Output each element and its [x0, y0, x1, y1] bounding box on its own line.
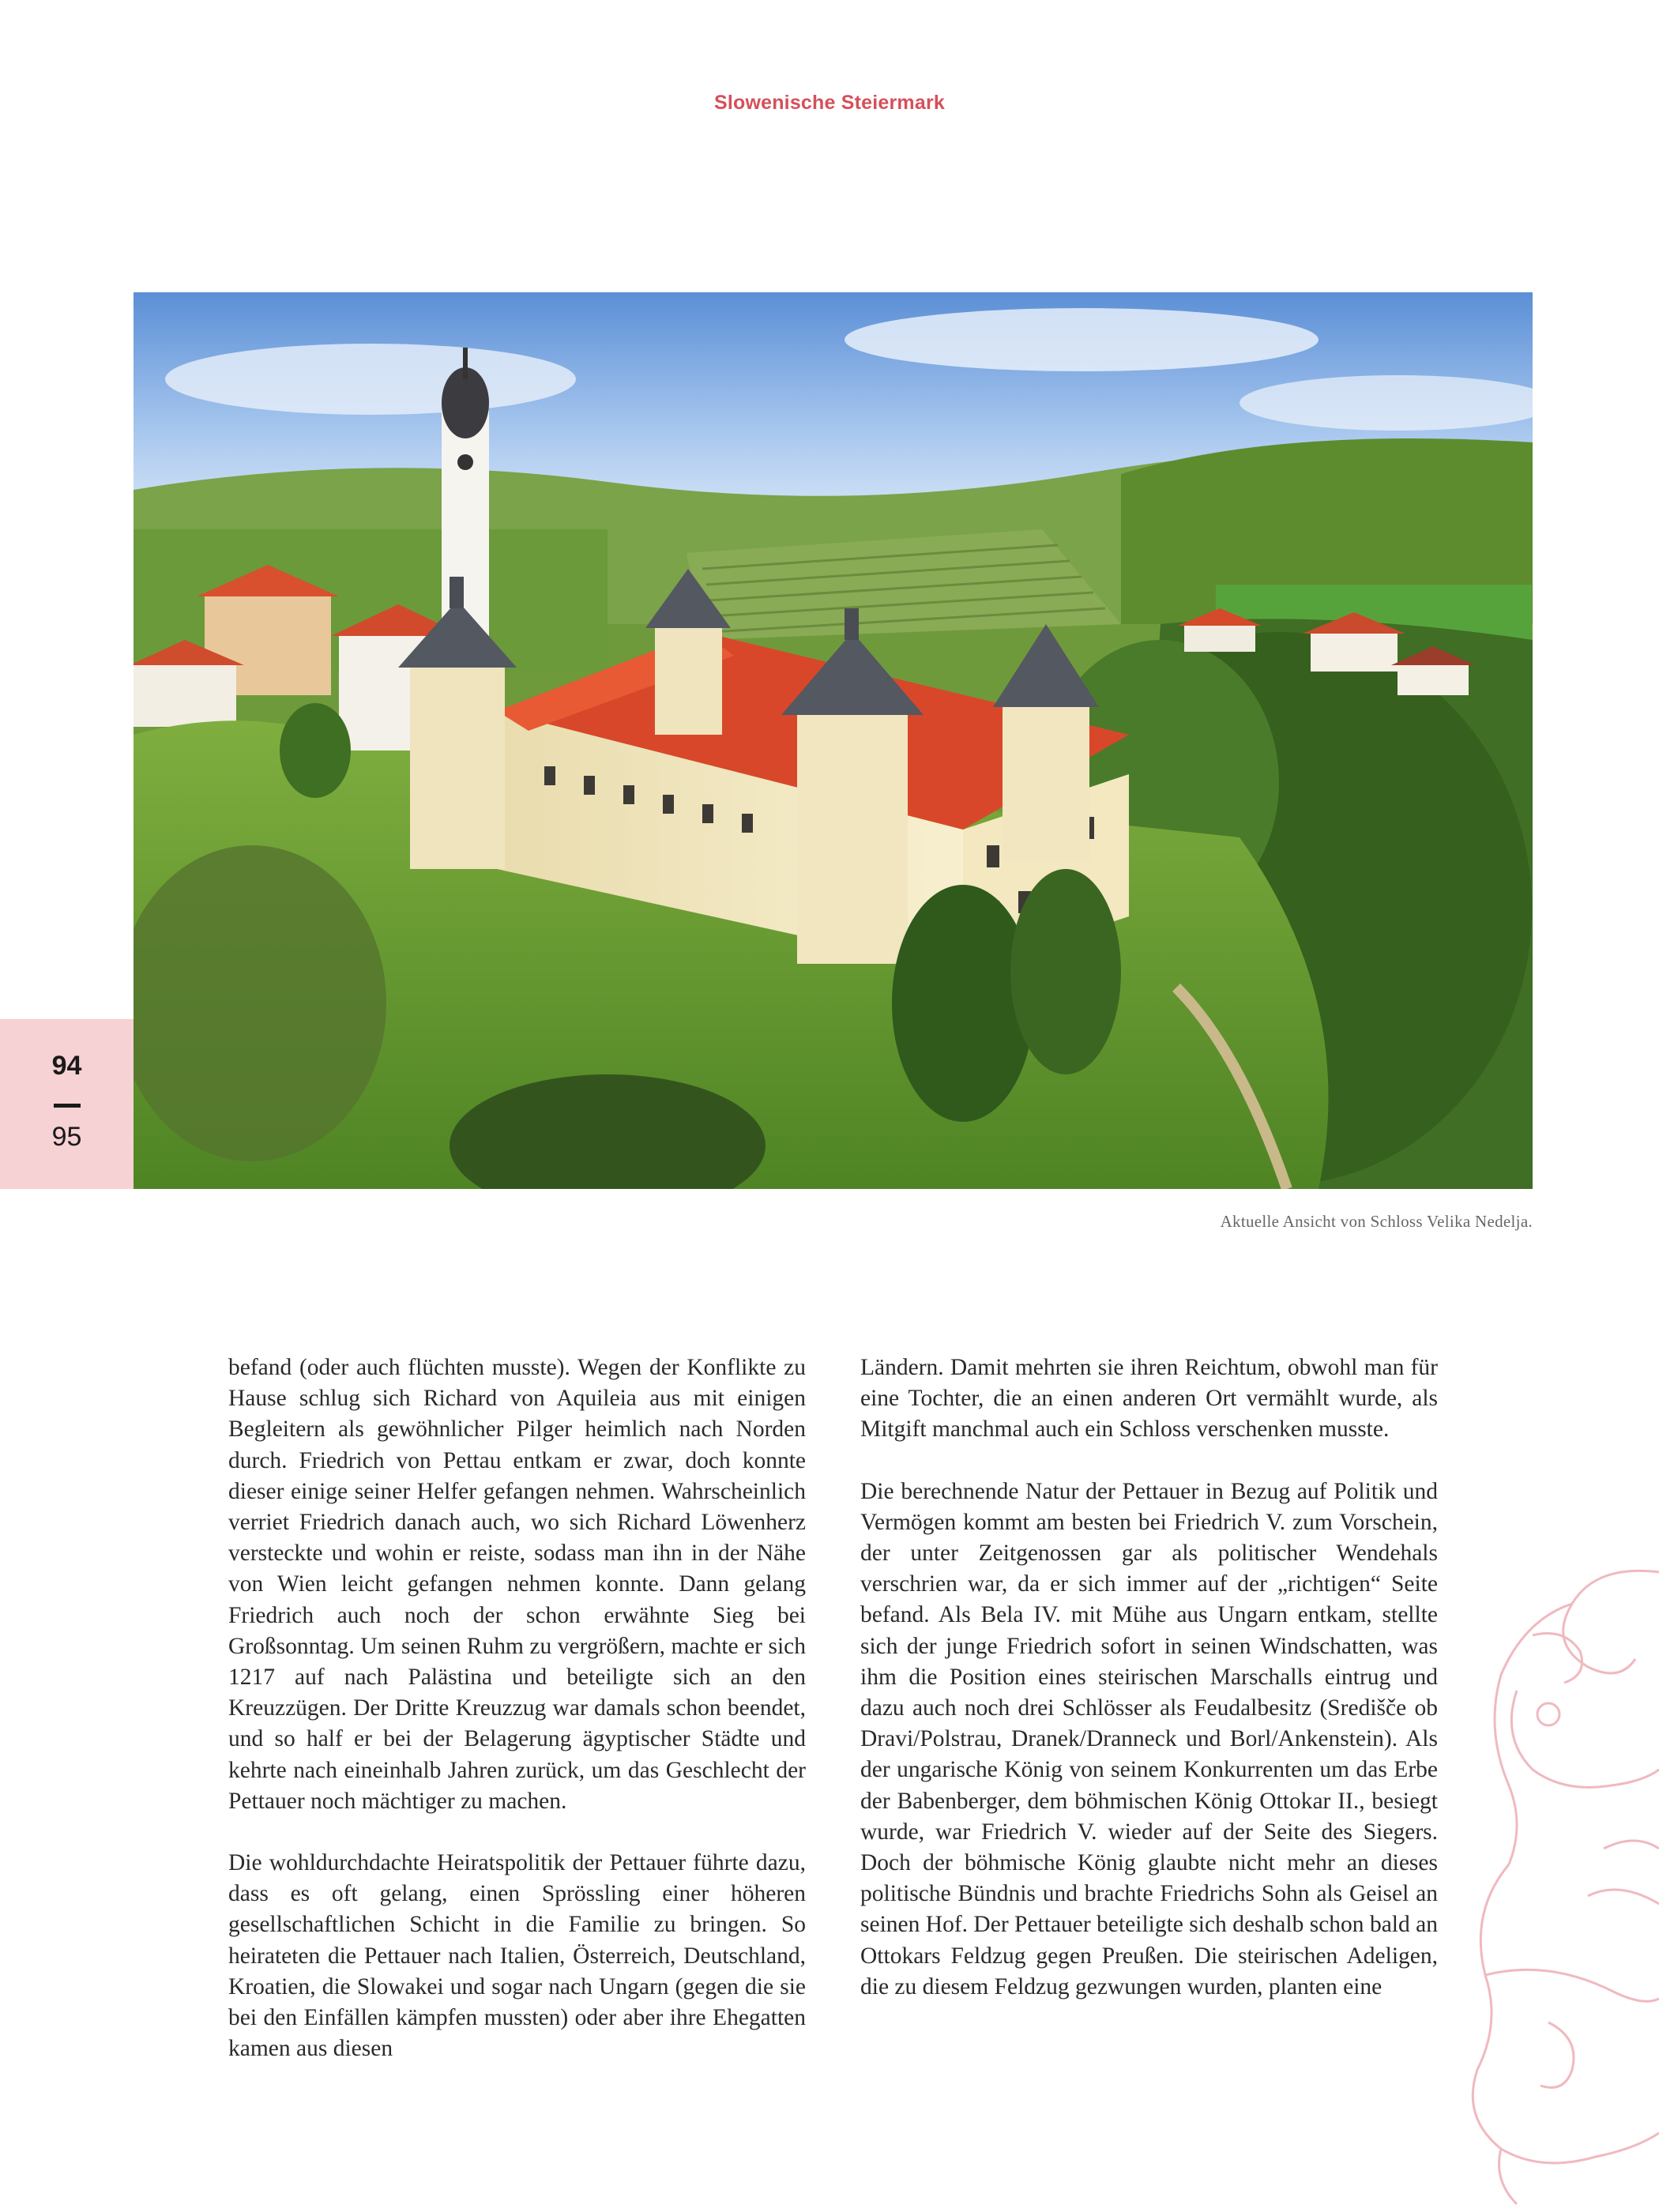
paragraph: Die berechnende Natur der Pettauer in Bezug auf Politik und Vermögen kommt am besten bei Friedrich V. zum Vorschein, der unter Zeitgenossen gar als politischer Wendehals verschrien war, da er sich immer auf der „richtigen“ Seite befand. Als Bela IV. mit Mühe aus Ungarn entkam, stellte sich der junge Friedrich sofort in seinen Windschatten, was ihm die Position eines steirischen Marschalls eintrug und dazu auch noch drei Schlösser als Feudalbesitz (Središče ob Dravi/Polstrau, Dranek/Dranneck und Borl/Ankenstein). Als der ungarische König von seinem Konkurrenten um das Erbe der Babenberger, dem böhmischen König Ottokar II., besiegt wurde, war Friedrich V. wieder auf der Seite des Siegers. Doch der böhmische König glaubte nicht mehr an dieses politische Bündnis und brachte Friedrichs Sohn als Geisel an seinen Hof. Der Pettauer beteiligte sich deshalb schon bald an Ottokars Feldzug gegen Preußen. Die steirischen Adeligen, die zu diesem Feldzug gezwungen wurden, planten eine — [860, 1478, 1438, 1999]
page-number-tab — [0, 1019, 134, 1189]
text-column-right — [860, 1352, 1438, 2033]
chair-ornament — [1454, 1548, 1659, 2212]
page-number-right: 95 — [51, 1122, 82, 1152]
text-column-left — [228, 1352, 806, 2095]
paragraph: Ländern. Damit mehrten sie ihren Reichtum, obwohl man für eine Tochter, die an einen anderen Ort vermählt wurde, als Mitgift manchmal auch ein Schloss verschenken musste. — [860, 1355, 1438, 1443]
castle-illustration — [134, 292, 1533, 1189]
page-number-left: 94 — [51, 1051, 82, 1081]
page-number-divider — [54, 1104, 81, 1108]
photo-caption: Aktuelle Ansicht von Schloss Velika Nedelja. — [1220, 1212, 1533, 1231]
running-head: Slowenische Steiermark — [713, 92, 946, 114]
paragraph: befand (oder auch flüchten musste). Wegen der Konflikte zu Hause schlug sich Richard von Aquileia aus mit einigen Begleitern als gewöhnlicher Pilger heimlich nach Norden durch. Friedrich von Pettau entkam er zwar, doch konnte dieser einige seiner Helfer gefangen nehmen. Wahrscheinlich verriet Friedrich danach auch, wo sich Richard Löwenherz versteckte und wohin er reiste, sodass man ihn in der Nähe von Wien leicht gefangen nehmen konnte. Dann gelang Friedrich auch noch der schon erwähnte Sieg bei Großsonntag. Um seinen Ruhm zu vergrößern, machte er sich 1217 auf nach Palästina und beteiligte sich an den Kreuzzügen. Der Dritte Kreuzzug war damals schon beendet, und so half er bei der Belagerung ägyptischer Städte und kehrte nach eineinhalb Jahren zurück, um das Geschlecht der Pettauer noch mächtiger zu machen. — [228, 1355, 806, 1814]
paragraph: Die wohldurchdachte Heiratspolitik der Pettauer führte dazu, dass es oft gelang, einen Sprössling einer höheren gesellschaftlichen Schicht in die Familie zu bringen. So heirateten die Pettauer nach Italien, Österreich, Deutschland, Kroatien, die Slowakei und sogar nach Ungarn (gegen die sie bei den Einfällen kämpfen mussten) oder aber ihre Ehegatten kamen aus diesen — [228, 1850, 806, 2062]
castle-photo — [134, 292, 1533, 1189]
